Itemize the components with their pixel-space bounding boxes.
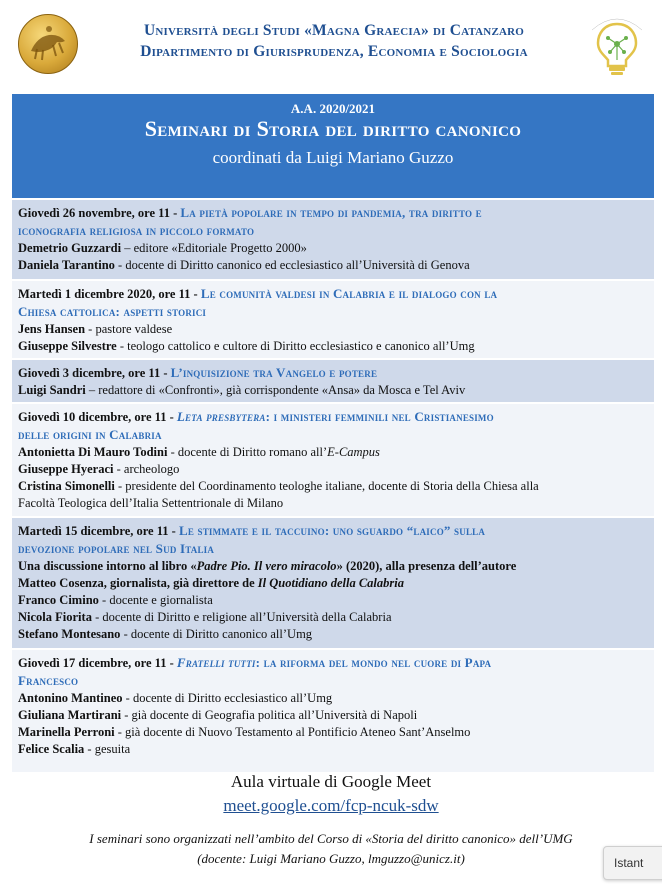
coordinator: coordinati da Luigi Mariano Guzzo <box>212 148 454 167</box>
session-topic: Le stimmate e il taccuino: uno sguardo “laico” sulla <box>178 523 486 538</box>
session-date: Giovedì 17 dicembre, ore 11 - <box>18 656 174 670</box>
department-name: Dipartimento di Giurisprudenza, Economia e Sociologia <box>140 43 528 60</box>
speaker-role: - presidente del Coordinamento teologhe italiane, docente di Storia della Chiesa alla <box>114 479 539 493</box>
discussion-text: » (2020), alla presenza dell’autore <box>336 559 517 573</box>
author-text: Matteo Cosenza, giornalista, già direttore de <box>18 576 258 590</box>
meet-link[interactable]: meet.google.com/fcp-ncuk-sdw <box>223 796 439 815</box>
speaker-role: – editore «Editoriale Progetto 2000» <box>121 241 307 255</box>
header <box>0 0 662 92</box>
sessions-list <box>12 198 654 772</box>
speaker-role: - docente di Diritto romano all’ <box>167 445 328 459</box>
newspaper-title: Il Quotidiano della Calabria <box>257 576 404 590</box>
course-note: I seminari sono organizzati nell’ambito del Corso di «Storia del diritto canonico» dell’UMG <box>89 831 573 846</box>
session-topic: Le comunità valdesi in Calabria e il dialogo con la <box>200 286 498 301</box>
session-topic-italic: Fratelli tutti <box>176 655 256 670</box>
session-item <box>12 516 654 648</box>
terza-missione-logo <box>584 10 650 82</box>
session-item <box>12 402 654 516</box>
seminar-title: Seminari di Storia del diritto canonico <box>144 116 522 141</box>
speaker-role: - docente di Diritto ecclesiastico all’Umg <box>122 691 333 705</box>
session-topic: La pietà popolare in tempo di pandemia, tra diritto e <box>180 205 482 220</box>
session-topic-cont: iconografia religiosa in piccolo formato <box>18 223 255 238</box>
session-date: Giovedì 3 dicembre, ore 11 - <box>18 366 168 380</box>
session-topic-cont: Francesco <box>18 673 79 688</box>
speaker-name: Nicola Fiorita <box>18 610 92 624</box>
session-item <box>12 358 654 402</box>
speaker-role: - già docente di Geografia politica all’Università di Napoli <box>121 708 418 722</box>
speaker-role: - docente di Diritto canonico ed ecclesiastico all’Università di Genova <box>114 258 470 272</box>
book-title: Padre Pio. Il vero miracolo <box>196 559 337 573</box>
speaker-name: Antonietta Di Mauro Todini <box>18 445 168 459</box>
session-topic: : i ministeri femminili nel Cristianesimo <box>265 409 494 424</box>
discussion-text: Una discussione intorno al libro « <box>18 559 197 573</box>
session-date: Giovedì 26 novembre, ore 11 - <box>18 206 178 220</box>
speaker-role: - docente e giornalista <box>98 593 213 607</box>
speaker-role: - docente di Diritto e religione all’Università della Calabria <box>91 610 392 624</box>
speaker-role: - archeologo <box>113 462 180 476</box>
session-date: Giovedì 10 dicembre, ore 11 - <box>18 410 174 424</box>
speaker-name: Daniela Tarantino <box>18 258 115 272</box>
istant-button[interactable]: Istant <box>603 846 662 880</box>
speaker-name: Giuseppe Silvestre <box>18 339 117 353</box>
speaker-name: Antonino Mantineo <box>18 691 123 705</box>
speaker-role-cont: Facoltà Teologica dell’Italia Settentrionale di Milano <box>18 496 284 510</box>
speaker-name: Luigi Sandri <box>18 383 86 397</box>
academic-year: A.A. 2020/2021 <box>290 101 376 116</box>
speaker-role-italic: E-Campus <box>327 445 380 459</box>
session-date: Martedì 15 dicembre, ore 11 - <box>18 524 176 538</box>
speaker-name: Demetrio Guzzardi <box>18 241 122 255</box>
session-topic: : la riforma del mondo nel cuore di Papa <box>255 655 492 670</box>
speaker-name: Giuliana Martirani <box>18 708 122 722</box>
session-topic-cont: devozione popolare nel Sud Italia <box>18 541 215 556</box>
speaker-name: Giuseppe Hyeraci <box>18 462 114 476</box>
title-banner <box>12 94 654 198</box>
speaker-name: Stefano Montesano <box>18 627 121 641</box>
university-logo <box>18 14 78 74</box>
session-date: Martedì 1 dicembre 2020, ore 11 - <box>18 287 198 301</box>
session-item <box>12 198 654 279</box>
speaker-name: Jens Hansen <box>18 322 86 336</box>
university-name: Università degli Studi «Magna Graecia» di Catanzaro <box>143 22 525 39</box>
virtual-room-label: Aula virtuale di Google Meet <box>230 772 432 791</box>
speaker-name: Cristina Simonelli <box>18 479 115 493</box>
speaker-role: - docente di Diritto canonico all’Umg <box>120 627 313 641</box>
speaker-name: Felice Scalia <box>18 742 85 756</box>
speaker-role: – redattore di «Confronti», già corrispondente «Ansa» da Mosca e Tel Aviv <box>85 383 466 397</box>
speaker-role: - teologo cattolico e cultore di Diritto ecclesiastico e canonico all’Umg <box>116 339 475 353</box>
speaker-role: - già docente di Nuovo Testamento al Pontificio Ateneo Sant’Anselmo <box>114 725 471 739</box>
speaker-role: - gesuita <box>84 742 131 756</box>
session-topic-cont: delle origini in Calabria <box>18 427 162 442</box>
session-item <box>12 279 654 358</box>
session-topic-italic: Leta presbytera <box>176 409 266 424</box>
speaker-role: - pastore valdese <box>85 322 173 336</box>
session-topic-cont: Chiesa cattolica: aspetti storici <box>18 304 207 319</box>
teacher-contact-note: (docente: Luigi Mariano Guzzo, lmguzzo@unicz.it) <box>197 851 465 866</box>
speaker-name: Marinella Perroni <box>18 725 115 739</box>
session-topic: L’inquisizione tra Vangelo e potere <box>170 365 378 380</box>
session-item <box>12 648 654 772</box>
speaker-name: Franco Cimino <box>18 593 99 607</box>
